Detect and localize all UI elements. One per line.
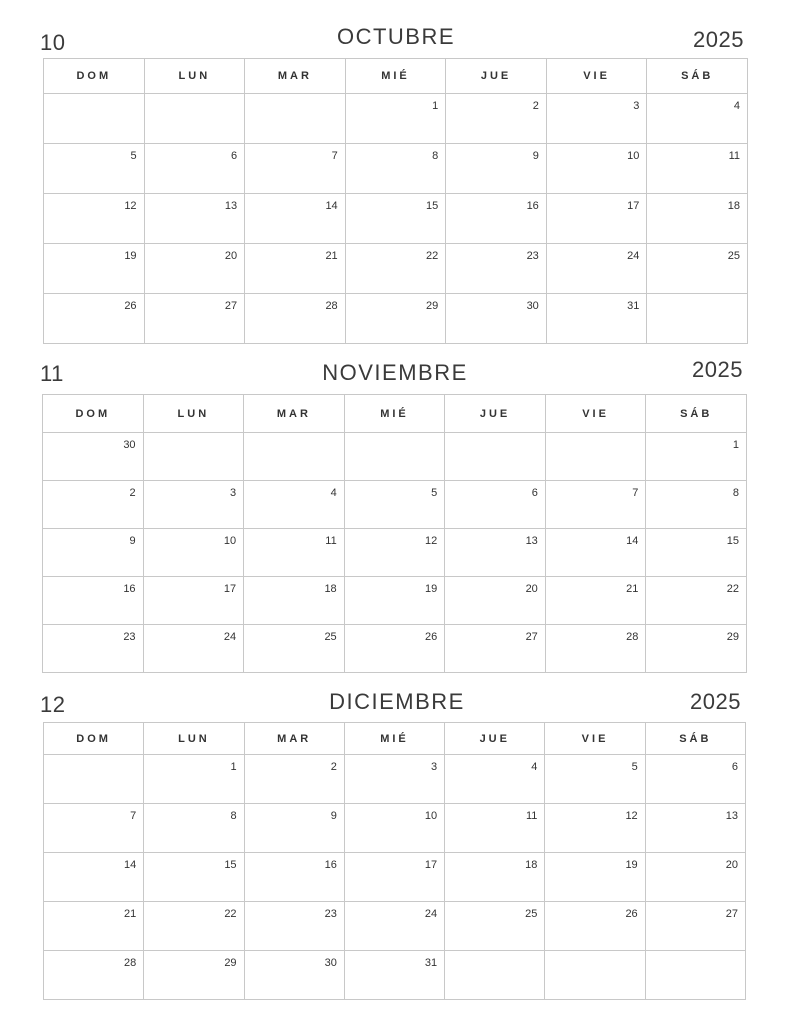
day-number: 5 [431, 487, 438, 499]
day-number: 30 [324, 957, 337, 969]
day-number: 15 [426, 200, 439, 212]
day-cell [143, 625, 244, 673]
weekday-label: DOM [44, 59, 145, 94]
day-number: 21 [626, 583, 639, 595]
day-number: 16 [123, 583, 136, 595]
day-number: 4 [531, 761, 538, 773]
day-number: 4 [330, 487, 337, 499]
day-number: 1 [732, 439, 739, 451]
day-cell [646, 625, 747, 673]
day-cell [345, 194, 446, 244]
day-cell [143, 481, 244, 529]
day-number: 31 [424, 957, 438, 969]
day-number: 4 [733, 100, 740, 112]
day-cell [143, 529, 244, 577]
day-cell [344, 755, 444, 804]
day-number: 29 [426, 300, 439, 312]
day-cell [345, 94, 446, 144]
day-cell [344, 481, 445, 529]
week-row [44, 951, 746, 1000]
day-cell [646, 481, 747, 529]
day-cell [545, 902, 645, 951]
day-number: 27 [725, 908, 738, 920]
day-number: 1 [230, 761, 237, 773]
month-number: 12 [40, 692, 66, 717]
day-number: 30 [526, 300, 539, 312]
week-row [44, 144, 748, 194]
day-cell [545, 577, 646, 625]
weekday-label: MAR [244, 723, 344, 755]
day-cell [345, 244, 446, 294]
day-cell [545, 951, 645, 1000]
week-row [44, 804, 746, 853]
day-cell [144, 194, 245, 244]
day-cell [445, 902, 545, 951]
day-number: 5 [130, 150, 137, 162]
day-cell [445, 577, 546, 625]
month-grid [43, 58, 748, 344]
month-title: DICIEMBRE [329, 689, 465, 714]
day-number [545, 951, 644, 957]
day-cell [144, 902, 244, 951]
weekday-header-row [43, 395, 747, 433]
weekday-label: MIÉ [344, 723, 444, 755]
day-cell [646, 433, 747, 481]
day-cell [344, 529, 445, 577]
day-number: 20 [525, 583, 538, 595]
day-number: 17 [223, 583, 237, 595]
day-number: 17 [627, 200, 640, 212]
weekday-label: VIE [545, 723, 645, 755]
day-number: 6 [731, 761, 738, 773]
day-number: 16 [324, 859, 337, 871]
day-number: 2 [129, 487, 136, 499]
day-number: 18 [727, 200, 740, 212]
day-cell [647, 244, 748, 294]
day-cell [44, 294, 145, 344]
day-number: 14 [626, 535, 639, 547]
weekday-label: MAR [245, 59, 346, 94]
day-number: 12 [124, 200, 137, 212]
day-cell [546, 294, 647, 344]
day-number: 10 [223, 535, 237, 547]
day-number: 8 [432, 150, 439, 162]
day-cell [144, 951, 244, 1000]
day-cell [446, 244, 547, 294]
day-cell [545, 853, 645, 902]
week-row [44, 755, 746, 804]
day-cell [344, 433, 445, 481]
day-cell [545, 481, 646, 529]
day-cell [244, 951, 344, 1000]
day-cell [244, 755, 344, 804]
day-cell [43, 481, 144, 529]
day-cell [545, 625, 646, 673]
week-row [44, 244, 748, 294]
day-number: 29 [224, 957, 237, 969]
week-row [44, 902, 746, 951]
day-number: 7 [130, 810, 137, 822]
day-number: 18 [525, 859, 538, 871]
day-cell [645, 853, 745, 902]
day-cell [244, 853, 344, 902]
day-cell [445, 804, 545, 853]
day-number: 2 [330, 761, 337, 773]
day-cell [345, 144, 446, 194]
day-number: 25 [525, 908, 538, 920]
day-cell [244, 625, 345, 673]
weekday-label: LUN [144, 59, 245, 94]
day-cell [44, 94, 145, 144]
day-number: 12 [425, 535, 438, 547]
day-number: 22 [726, 583, 739, 595]
day-cell [44, 755, 144, 804]
month-grid [42, 394, 747, 673]
weekday-label: MAR [244, 395, 345, 433]
month-year: 2025 [693, 27, 744, 52]
day-number: 23 [526, 250, 539, 262]
weekday-label: JUE [445, 395, 546, 433]
day-cell [446, 94, 547, 144]
day-number: 1 [432, 100, 439, 112]
day-cell [44, 951, 144, 1000]
day-number: 9 [330, 810, 337, 822]
day-number: 20 [224, 250, 238, 262]
day-number: 19 [625, 859, 638, 871]
day-cell [545, 433, 646, 481]
day-number: 3 [230, 487, 237, 499]
day-number: 15 [726, 535, 739, 547]
day-cell [43, 625, 144, 673]
day-cell [244, 433, 345, 481]
day-number: 25 [324, 631, 337, 643]
day-cell [647, 294, 748, 344]
day-cell [345, 294, 446, 344]
day-cell [344, 902, 444, 951]
week-row [44, 294, 748, 344]
weekday-label: MIÉ [345, 59, 446, 94]
day-cell [144, 853, 244, 902]
day-cell [645, 902, 745, 951]
day-number [345, 433, 445, 439]
weekday-label: JUE [446, 59, 547, 94]
day-cell [144, 755, 244, 804]
day-number: 7 [632, 487, 639, 499]
day-number [244, 433, 344, 439]
day-cell [245, 144, 346, 194]
day-number: 23 [324, 908, 337, 920]
day-number: 13 [525, 535, 538, 547]
day-number [647, 294, 747, 300]
day-number: 14 [325, 200, 338, 212]
day-cell [244, 804, 344, 853]
week-row [44, 94, 748, 144]
day-cell [245, 244, 346, 294]
day-cell [245, 294, 346, 344]
day-cell [43, 529, 144, 577]
day-number: 10 [424, 810, 438, 822]
day-number: 24 [223, 631, 237, 643]
week-row [43, 433, 747, 481]
day-number [145, 94, 245, 100]
week-row [43, 577, 747, 625]
day-number: 11 [525, 810, 538, 822]
day-cell [546, 194, 647, 244]
day-cell [43, 433, 144, 481]
day-number: 16 [526, 200, 539, 212]
day-number: 21 [124, 908, 137, 920]
day-number: 11 [728, 150, 740, 162]
day-cell [44, 244, 145, 294]
week-row [43, 625, 747, 673]
day-cell [44, 902, 144, 951]
day-number: 10 [627, 150, 640, 162]
day-number [445, 433, 545, 439]
day-number: 15 [224, 859, 237, 871]
day-number: 24 [627, 250, 640, 262]
day-cell [647, 94, 748, 144]
month-year: 2025 [690, 689, 741, 714]
day-number: 13 [224, 200, 238, 212]
day-cell [445, 755, 545, 804]
weekday-label: VIE [546, 59, 647, 94]
day-cell [245, 94, 346, 144]
day-cell [144, 804, 244, 853]
month-title: NOVIEMBRE [322, 360, 468, 385]
day-cell [44, 144, 145, 194]
day-number: 31 [627, 300, 640, 312]
day-number: 6 [531, 487, 538, 499]
weekday-label: SÁB [647, 59, 748, 94]
day-cell [645, 755, 745, 804]
weekday-label: MIÉ [344, 395, 445, 433]
day-number: 28 [124, 957, 137, 969]
day-cell [44, 194, 145, 244]
day-cell [647, 194, 748, 244]
day-cell [647, 144, 748, 194]
day-number: 23 [123, 631, 136, 643]
day-number: 19 [425, 583, 438, 595]
day-cell [344, 577, 445, 625]
day-number: 2 [532, 100, 539, 112]
day-cell [244, 481, 345, 529]
day-cell [144, 244, 245, 294]
month-grid [43, 722, 746, 1000]
day-number [44, 755, 143, 761]
day-cell [44, 853, 144, 902]
day-number: 22 [426, 250, 439, 262]
day-number: 24 [424, 908, 438, 920]
day-number [245, 94, 345, 100]
weekday-label: DOM [44, 723, 144, 755]
day-cell [344, 625, 445, 673]
day-number [144, 433, 244, 439]
day-number: 26 [425, 631, 438, 643]
day-number: 6 [231, 150, 238, 162]
week-row [43, 529, 747, 577]
day-cell [43, 577, 144, 625]
day-number: 18 [324, 583, 337, 595]
weekday-header-row [44, 723, 746, 755]
day-cell [144, 144, 245, 194]
day-number: 8 [732, 487, 739, 499]
day-cell [445, 625, 546, 673]
day-cell [645, 804, 745, 853]
month-number: 11 [40, 361, 64, 386]
day-number [445, 951, 544, 957]
day-number: 30 [123, 439, 136, 451]
day-cell [445, 529, 546, 577]
day-number: 17 [424, 859, 438, 871]
weekday-label: JUE [445, 723, 545, 755]
weekday-label: VIE [545, 395, 646, 433]
day-cell [144, 94, 245, 144]
day-cell [546, 94, 647, 144]
day-cell [445, 433, 546, 481]
day-number: 9 [532, 150, 539, 162]
day-cell [344, 804, 444, 853]
day-cell [545, 755, 645, 804]
day-number: 19 [124, 250, 137, 262]
day-number: 8 [230, 810, 237, 822]
day-number: 5 [631, 761, 638, 773]
month-year: 2025 [692, 357, 743, 382]
day-number [44, 94, 144, 100]
day-number: 11 [325, 535, 337, 547]
weekday-label: LUN [144, 723, 244, 755]
day-cell [344, 951, 444, 1000]
day-number: 3 [633, 100, 640, 112]
day-cell [245, 194, 346, 244]
week-row [44, 194, 748, 244]
day-number: 13 [725, 810, 738, 822]
day-cell [143, 577, 244, 625]
day-cell [545, 804, 645, 853]
day-cell [546, 244, 647, 294]
day-number [646, 951, 745, 957]
day-cell [445, 951, 545, 1000]
day-number: 26 [625, 908, 638, 920]
weekday-label: SÁB [645, 723, 745, 755]
day-cell [244, 902, 344, 951]
day-number: 29 [726, 631, 739, 643]
day-cell [44, 804, 144, 853]
weekday-label: SÁB [646, 395, 747, 433]
day-cell [446, 294, 547, 344]
day-number: 20 [725, 859, 738, 871]
day-cell [546, 144, 647, 194]
day-number: 12 [625, 810, 638, 822]
day-cell [244, 529, 345, 577]
day-number: 7 [331, 150, 338, 162]
day-cell [445, 853, 545, 902]
month-title: OCTUBRE [336, 24, 456, 49]
week-row [44, 853, 746, 902]
day-cell [545, 529, 646, 577]
day-cell [446, 194, 547, 244]
day-cell [445, 481, 546, 529]
day-cell [344, 853, 444, 902]
day-number: 9 [129, 535, 136, 547]
day-cell [143, 433, 244, 481]
day-cell [646, 529, 747, 577]
day-number: 14 [124, 859, 137, 871]
week-row [43, 481, 747, 529]
weekday-header-row [44, 59, 748, 94]
day-number: 26 [124, 300, 137, 312]
day-cell [244, 577, 345, 625]
day-number: 21 [325, 250, 338, 262]
day-number: 27 [525, 631, 538, 643]
day-number: 28 [626, 631, 639, 643]
day-number: 3 [431, 761, 438, 773]
weekday-label: LUN [143, 395, 244, 433]
day-number [546, 433, 646, 439]
day-cell [144, 294, 245, 344]
day-cell [446, 144, 547, 194]
day-number: 27 [224, 300, 238, 312]
month-number: 10 [40, 30, 66, 55]
day-cell [645, 951, 745, 1000]
day-number: 25 [727, 250, 740, 262]
day-number: 28 [325, 300, 338, 312]
day-number: 22 [224, 908, 237, 920]
weekday-label: DOM [43, 395, 144, 433]
day-cell [646, 577, 747, 625]
